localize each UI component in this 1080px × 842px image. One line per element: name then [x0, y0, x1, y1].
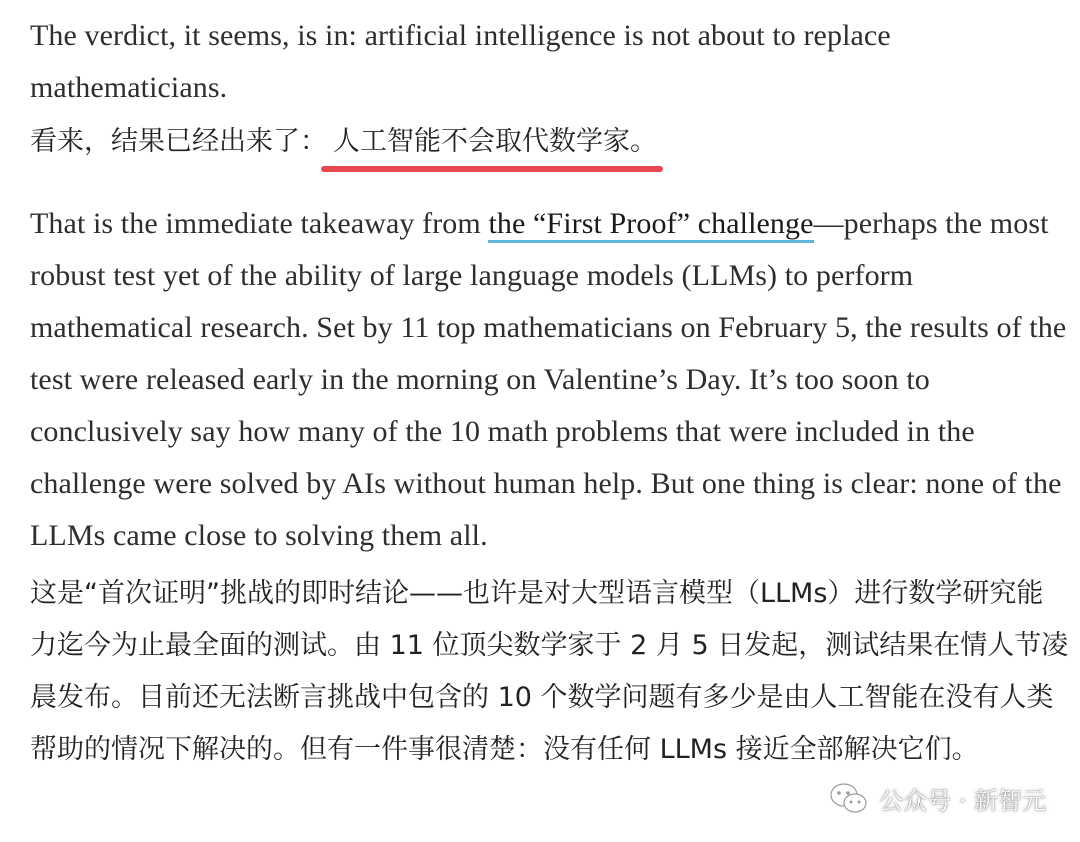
paragraph-2-english	[30, 198, 1070, 562]
paragraph-2-text-after-link: —perhaps the most robust test yet of the ability of large language models (LLMs) to perform mathematical research. Set by 11 top mathematicians on February 5, the results of the test were released early in the morning on Valentine’s Day. It’s too soon to conclusively say how many of the 10 math problems that were included in the challenge were solved by AIs without human help. But one thing is clear: none of the LLMs came close to solving them all.	[30, 207, 1067, 552]
article-body	[30, 10, 1070, 776]
highlighted-conclusion: 人工智能不会取代数学家。	[327, 116, 659, 168]
paragraph-2-chinese: 这是“首次证明”挑战的即时结论——也许是对大型语言模型（LLMs）进行数学研究能力迄今为止最全面的测试。由 11 位顶尖数学家于 2 月 5 日发起，测试结果在情人节凌晨发布。目前还无法断言挑战中包含的 10 个数学问题有多少是由人工智能在没有人类帮助的情况下解决的。但有一件事很清楚：没有任何 LLMs 接近全部解决它们。	[30, 578, 1069, 765]
paragraph-1-chinese-prefix: 看来，结果已经出来了：	[30, 126, 327, 157]
paragraph-2-text-before-link: That is the immediate takeaway from	[30, 207, 489, 240]
watermark	[829, 781, 1046, 816]
paragraph-1-chinese	[30, 116, 1070, 168]
wechat-icon	[829, 782, 869, 816]
watermark-text: 公众号 · 新智元	[879, 787, 1046, 815]
first-proof-challenge-link[interactable]: the “First Proof” challenge	[488, 207, 813, 243]
paragraph-1-english: The verdict, it seems, is in: artificial intelligence is not about to replace mathematicians.	[30, 19, 891, 104]
